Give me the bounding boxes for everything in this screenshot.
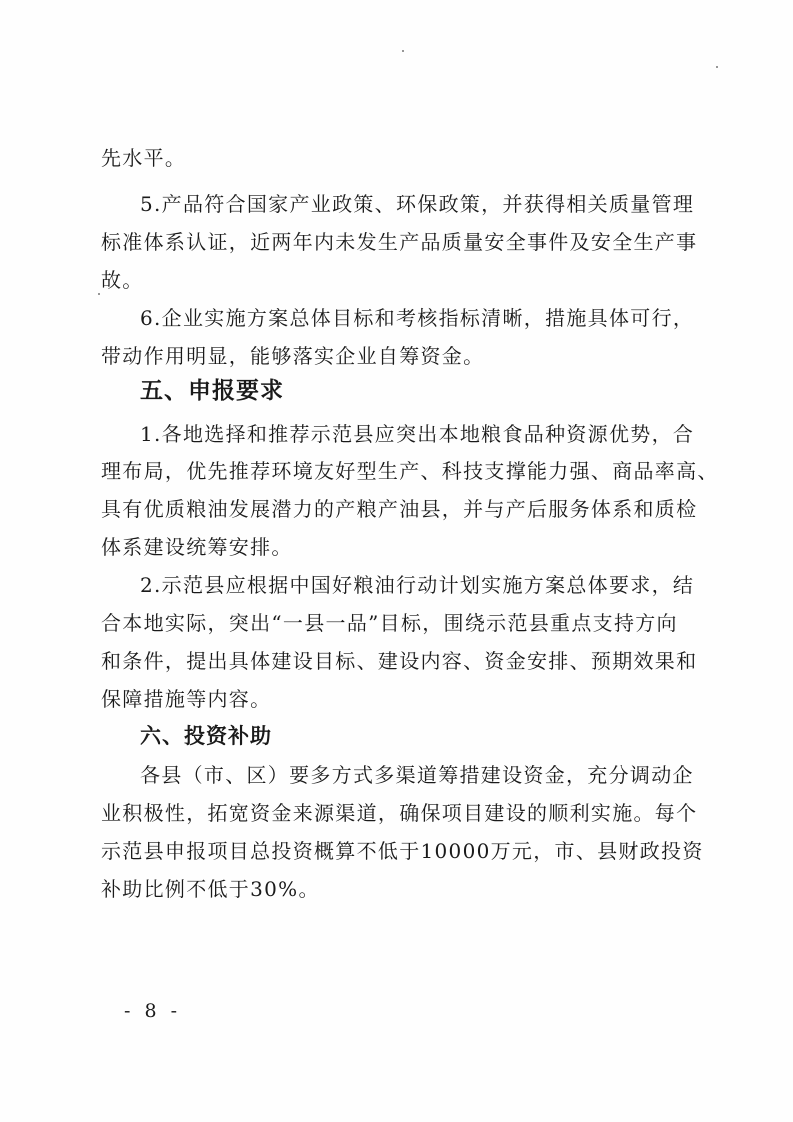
scan-speck	[98, 293, 100, 295]
scan-speck	[402, 50, 404, 52]
paragraph-line: 和条件，提出具体建设目标、建设内容、资金安排、预期效果和	[101, 649, 698, 673]
paragraph-line: 6.企业实施方案总体目标和考核指标清晰，措施具体可行，	[140, 306, 695, 330]
page-number: - 8 -	[124, 1000, 182, 1022]
scan-speck	[716, 66, 718, 68]
section-heading: 五、申报要求	[140, 378, 284, 404]
paragraph-line: 合本地实际，突出“一县一品”目标，围绕示范县重点支持方向	[101, 611, 678, 635]
paragraph-line: 示范县申报项目总投资概算不低于10000万元，市、县财政投资	[101, 839, 704, 863]
paragraph-line: 保障措施等内容。	[101, 687, 272, 711]
paragraph-line: 补助比例不低于30%。	[101, 877, 320, 901]
paragraph-line: 2.示范县应根据中国好粮油行动计划实施方案总体要求，结	[140, 573, 695, 597]
paragraph-line: 先水平。	[101, 146, 187, 170]
paragraph-line: 带动作用明显，能够落实企业自筹资金。	[101, 344, 485, 368]
paragraph-line: 体系建设统筹安排。	[101, 535, 293, 559]
section-heading: 六、投资补助	[140, 724, 272, 748]
paragraph-line: 5.产品符合国家产业政策、环保政策，并获得相关质量管理	[140, 192, 695, 216]
paragraph-line: 故。	[101, 268, 144, 292]
paragraph-line: 具有优质粮油发展潜力的产粮产油县，并与产后服务体系和质检	[101, 497, 698, 521]
paragraph-line: 标准体系认证，近两年内未发生产品质量安全事件及安全生产事	[101, 230, 698, 254]
paragraph-line: 各县（市、区）要多方式多渠道筹措建设资金，充分调动企	[140, 763, 694, 787]
paragraph-line: 理布局，优先推荐环境友好型生产、科技支撑能力强、商品率高、	[101, 459, 719, 483]
paragraph-line: 1.各地选择和推荐示范县应突出本地粮食品种资源优势，合	[140, 422, 695, 446]
paragraph-line: 业积极性，拓宽资金来源渠道，确保项目建设的顺利实施。每个	[101, 801, 698, 825]
